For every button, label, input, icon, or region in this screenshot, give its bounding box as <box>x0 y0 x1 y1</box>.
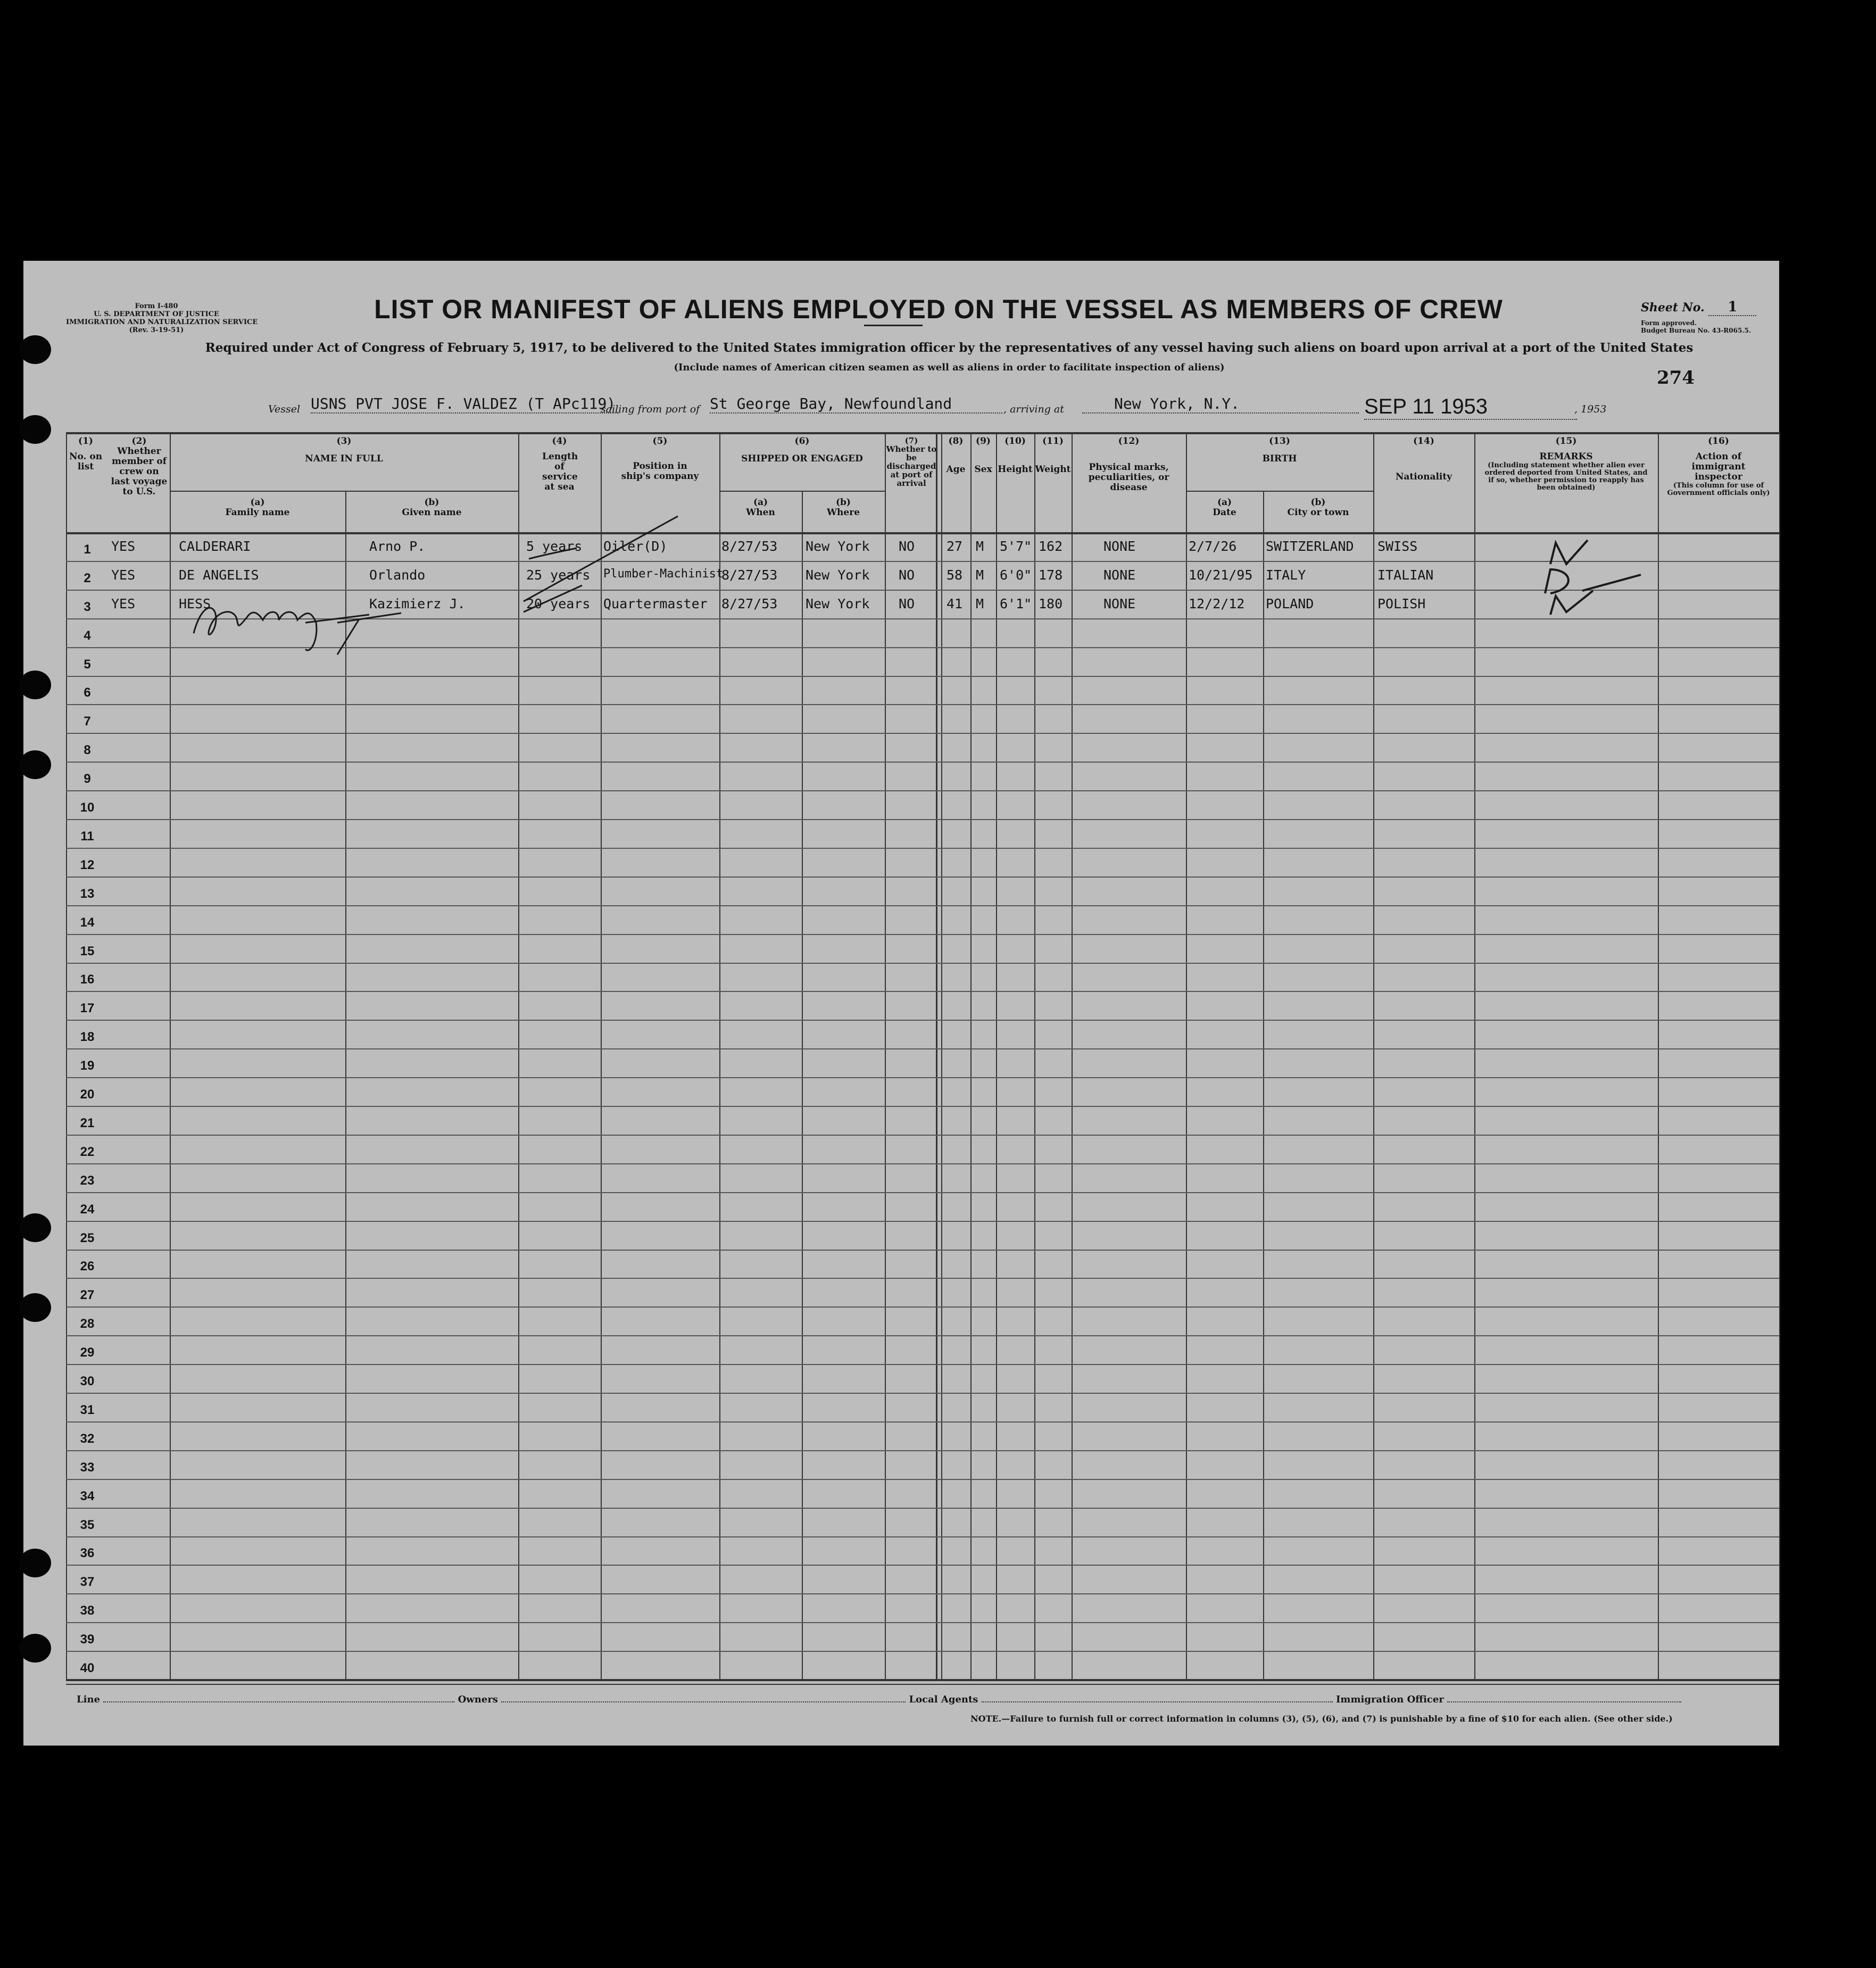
line-number: 39 <box>80 1632 95 1647</box>
col-age-header <box>941 436 970 475</box>
given-name-cell: Arno P. <box>369 539 426 554</box>
manifest-sheet <box>23 261 1779 1746</box>
service: IMMIGRATION AND NATURALIZATION SERVICE <box>66 318 258 326</box>
discharged-cell: NO <box>899 596 915 611</box>
shipped-when-cell: 8/27/53 <box>721 596 778 611</box>
row-rule <box>66 1278 1779 1279</box>
birth-place-cell: ITALY <box>1266 567 1306 583</box>
footer-note: NOTE.—Failure to furnish full or correct information in columns (3), (5), (6), and (7) is punishable by a fine of $10 for each alien. (See other side.) <box>970 1714 1673 1724</box>
col-discharged-header <box>885 436 938 487</box>
row-rule <box>66 1479 1779 1480</box>
row-rule <box>66 905 1779 906</box>
row-rule <box>66 1077 1779 1078</box>
col-nationality-num: (14) <box>1413 436 1434 446</box>
col-given-label: Given name <box>402 507 462 518</box>
family-name-cell: HESS <box>179 596 211 611</box>
line-number: 18 <box>80 1030 95 1045</box>
row-rule <box>66 1307 1779 1308</box>
line-number: 12 <box>80 857 95 872</box>
line-number: 16 <box>80 972 95 987</box>
service-cell: 5 years <box>526 539 583 554</box>
col-no-label: No. on list <box>69 451 103 472</box>
stamp-number: 274 <box>1657 367 1695 388</box>
col-prior-header <box>109 436 170 497</box>
birth-place-cell: POLAND <box>1266 596 1314 611</box>
nationality-cell: POLISH <box>1377 596 1426 611</box>
col-sex-label: Sex <box>974 464 992 475</box>
row-rule <box>66 1536 1779 1537</box>
col-height-num: (10) <box>1005 436 1026 446</box>
row-rule <box>66 1508 1779 1509</box>
birth-date-cell: 2/7/26 <box>1189 539 1237 554</box>
from-port: St George Bay, Newfoundland <box>710 395 1002 414</box>
col-service-header <box>518 436 601 492</box>
col-weight-num: (11) <box>1042 436 1064 446</box>
department: U. S. DEPARTMENT OF JUSTICE <box>94 310 219 318</box>
col-marks-label: Physical marks, peculiarities, or disease <box>1088 462 1169 493</box>
col-position-header <box>601 436 719 482</box>
service-cell: 20 years <box>526 596 591 611</box>
shipped-where-cell: New York <box>806 539 870 554</box>
row-rule <box>66 1565 1779 1566</box>
row-rule <box>66 1048 1779 1049</box>
col-birthdate-label: Date <box>1213 507 1236 518</box>
col-age-num: (8) <box>948 436 964 446</box>
birth-subheader-rule <box>1186 491 1373 492</box>
col-remarks-num: (15) <box>1555 436 1577 446</box>
sex-cell: M <box>976 596 984 611</box>
marks-cell: NONE <box>1103 596 1136 611</box>
col-marks-num: (12) <box>1118 436 1140 446</box>
row-rule <box>66 1163 1779 1164</box>
col-birth-header <box>1186 436 1373 464</box>
line-number: 5 <box>84 657 91 672</box>
footer-owners-blank <box>501 1701 906 1702</box>
col-nationality-label: Nationality <box>1395 472 1452 482</box>
sheet-value: 1 <box>1708 299 1756 316</box>
line-number: 22 <box>80 1144 95 1159</box>
line-number: 24 <box>80 1202 95 1217</box>
col-name-num: (3) <box>336 436 352 446</box>
row-rule <box>66 1250 1779 1251</box>
sex-cell: M <box>976 539 984 554</box>
height-cell: 5'7" <box>1000 539 1032 554</box>
position-cell: Quartermaster <box>603 596 708 611</box>
line-number: 23 <box>80 1173 95 1188</box>
col-prior-label: Whether member of crew on last voyage to U.S. <box>111 446 168 497</box>
col-height-header <box>996 436 1034 475</box>
form-approved: Form approved. <box>1641 319 1697 327</box>
line-number: 36 <box>80 1546 95 1561</box>
budget-bureau: Budget Bureau No. 43-R065.5. <box>1641 327 1752 334</box>
col-where-header <box>802 498 885 518</box>
include-statement: (Include names of American citizen seamen as well as aliens in order to facilitate inspection of aliens) <box>674 362 1225 373</box>
col-family-label: Family name <box>225 507 290 518</box>
col-prior-num: (2) <box>131 436 147 446</box>
prior-crew-cell: YES <box>111 596 136 611</box>
prior-crew-cell: YES <box>111 539 136 554</box>
col-service-label: Length of service at sea <box>542 451 578 492</box>
prior-crew-cell: YES <box>111 567 136 583</box>
given-name-cell: Orlando <box>369 567 426 583</box>
given-name-cell: Kazimierz J. <box>369 596 466 611</box>
col-sex-header <box>970 436 996 475</box>
discharged-cell: NO <box>899 539 915 554</box>
column-divider <box>1779 432 1780 1679</box>
row-rule <box>66 1192 1779 1193</box>
col-discharged-label: Whether to be discharged at port of arrival <box>886 444 937 488</box>
col-remarks-header <box>1474 436 1658 492</box>
line-number: 17 <box>80 1001 95 1016</box>
page-title: LIST OR MANIFEST OF ALIENS EMPLOYED ON THE VESSEL AS MEMBERS OF CREW <box>374 294 1503 324</box>
line-number: 10 <box>80 800 95 815</box>
col-birthdate-num: (a) <box>1217 497 1232 508</box>
service-cell: 25 years <box>526 567 591 583</box>
line-number: 7 <box>84 714 91 729</box>
weight-cell: 178 <box>1039 567 1063 583</box>
birth-place-cell: SWITZERLAND <box>1266 539 1354 554</box>
row-rule <box>66 1622 1779 1623</box>
vessel-name: USNS PVT JOSE F. VALDEZ (T APc119) <box>311 395 619 414</box>
line-number: 25 <box>80 1230 95 1245</box>
footer-officer-blank <box>1447 1701 1681 1702</box>
col-given-header <box>345 498 518 518</box>
family-name-cell: DE ANGELIS <box>179 567 259 583</box>
birth-date-cell: 10/21/95 <box>1189 567 1253 583</box>
line-number: 19 <box>80 1059 95 1073</box>
col-position-num: (5) <box>652 436 668 446</box>
col-birth-num: (13) <box>1269 436 1290 446</box>
shipped-where-cell: New York <box>806 567 870 583</box>
row-rule <box>66 848 1779 849</box>
col-shipped-label: SHIPPED OR ENGAGED <box>741 453 863 464</box>
column-divider <box>802 491 803 1679</box>
header-bottom-border <box>66 532 1779 534</box>
to-port: New York, N.Y. <box>1082 395 1359 414</box>
footer-line-blank <box>103 1701 454 1702</box>
col-birthplace-header <box>1263 498 1373 518</box>
footer-agents: Local Agents <box>909 1694 978 1705</box>
nationality-cell: ITALIAN <box>1377 567 1434 583</box>
line-number: 32 <box>80 1431 95 1446</box>
row-rule <box>66 1593 1779 1594</box>
col-action-label: Action of immigrant inspector <box>1691 451 1746 482</box>
row-rule <box>66 1335 1779 1336</box>
shipped-when-cell: 8/27/53 <box>721 567 778 583</box>
age-cell: 58 <box>947 567 963 583</box>
col-remarks-label: REMARKS <box>1539 451 1593 462</box>
discharged-cell: NO <box>899 567 915 583</box>
row-rule <box>66 963 1779 964</box>
col-shipped-num: (6) <box>794 436 810 446</box>
line-number: 1 <box>84 542 91 557</box>
birth-date-cell: 12/2/12 <box>1189 596 1245 611</box>
col-action-header <box>1658 436 1779 497</box>
col-no-num: (1) <box>78 436 93 446</box>
row-rule <box>66 676 1779 677</box>
form-number: Form I-480 <box>135 302 178 310</box>
col-marks-header <box>1072 436 1186 493</box>
row-rule <box>66 1135 1779 1136</box>
col-birthdate-header <box>1186 498 1263 518</box>
line-number: 28 <box>80 1317 95 1332</box>
service-strikeout <box>518 506 699 617</box>
line-number: 13 <box>80 886 95 901</box>
col-birthplace-num: (b) <box>1310 497 1326 508</box>
position-cell: Plumber-Machinist <box>603 567 724 581</box>
row-rule <box>66 790 1779 791</box>
footer-line: Line <box>77 1694 101 1705</box>
footer-agents-blank <box>982 1701 1333 1702</box>
col-when-label: When <box>746 507 775 518</box>
height-cell: 6'0" <box>1000 567 1032 583</box>
col-shipped-header <box>719 436 885 464</box>
row-rule <box>66 561 1779 562</box>
table-bottom-border <box>66 1679 1779 1681</box>
marks-cell: NONE <box>1103 567 1136 583</box>
line-number: 35 <box>80 1517 95 1532</box>
row-rule <box>66 1020 1779 1021</box>
arrival-date-stamp: SEP 11 1953 <box>1364 395 1577 420</box>
weight-cell: 162 <box>1039 539 1063 554</box>
sailing-label: sailing from port of <box>601 403 700 415</box>
sex-cell: M <box>976 567 984 583</box>
family-name-cell: CALDERARI <box>179 539 251 554</box>
line-number: 34 <box>80 1489 95 1503</box>
line-number: 8 <box>84 743 91 758</box>
row-rule <box>66 1421 1779 1423</box>
footer-officer: Immigration Officer <box>1336 1694 1444 1705</box>
line-number: 31 <box>80 1402 95 1417</box>
line-number: 20 <box>80 1087 95 1102</box>
col-given-num: (b) <box>424 497 439 508</box>
col-when-header <box>719 498 802 518</box>
row-rule <box>66 991 1779 992</box>
nationality-cell: SWISS <box>1377 539 1418 554</box>
line-number: 38 <box>80 1603 95 1618</box>
col-action-sub: (This column for use of Government officials only) <box>1667 482 1770 497</box>
col-where-label: Where <box>826 507 860 518</box>
column-divider <box>1263 491 1264 1679</box>
row-rule <box>66 934 1779 935</box>
row-rule <box>66 762 1779 763</box>
row-rule <box>66 1450 1779 1451</box>
footer-owners: Owners <box>458 1694 498 1705</box>
line-number: 6 <box>84 685 91 700</box>
col-action-num: (16) <box>1708 436 1729 446</box>
col-height-label: Height <box>998 464 1033 475</box>
crew-table <box>23 261 1779 1746</box>
col-sex-num: (9) <box>976 436 991 446</box>
col-service-num: (4) <box>552 436 567 446</box>
col-no-header <box>67 436 104 472</box>
row-rule <box>66 1651 1779 1652</box>
col-when-num: (a) <box>753 497 768 508</box>
age-cell: 27 <box>947 539 963 554</box>
line-number: 9 <box>84 772 91 787</box>
line-number: 27 <box>80 1288 95 1303</box>
row-rule <box>66 876 1779 878</box>
row-rule <box>66 1106 1779 1107</box>
line-number: 14 <box>80 915 95 930</box>
table-top-border <box>66 432 1779 434</box>
shipped-when-cell: 8/27/53 <box>721 539 778 554</box>
row-rule <box>66 819 1779 820</box>
row-rule <box>66 1221 1779 1222</box>
col-weight-label: Weight <box>1035 464 1071 475</box>
line-number: 26 <box>80 1259 95 1274</box>
table-bottom-border-2 <box>66 1684 1779 1685</box>
weight-cell: 180 <box>1039 596 1063 611</box>
col-birth-label: BIRTH <box>1262 453 1297 464</box>
line-number: 2 <box>84 570 91 585</box>
vessel-label: Vessel <box>268 403 301 415</box>
line-number: 11 <box>80 829 94 844</box>
row-rule <box>66 733 1779 734</box>
col-discharged-num: (7) <box>904 436 918 445</box>
line-number: 15 <box>80 944 95 958</box>
col-where-num: (b) <box>836 497 851 508</box>
col-family-num: (a) <box>250 497 265 508</box>
col-nationality-header <box>1373 436 1474 482</box>
name-subheader-rule <box>170 491 518 492</box>
col-family-header <box>170 498 345 518</box>
line-number: 30 <box>80 1374 95 1388</box>
sheet-label: Sheet No. <box>1641 301 1705 315</box>
row-rule <box>66 1393 1779 1394</box>
remarks-checkmarks <box>1534 538 1662 623</box>
revision: (Rev. 3-19-51) <box>129 326 184 334</box>
column-divider <box>345 491 346 1679</box>
line-number: 3 <box>84 599 91 614</box>
col-position-label: Position in ship's company <box>621 461 699 482</box>
col-weight-header <box>1034 436 1072 475</box>
col-name-label: NAME IN FULL <box>305 453 383 464</box>
line-number: 29 <box>80 1345 95 1360</box>
col-birthplace-label: City or town <box>1287 507 1349 518</box>
required-statement: Required under Act of Congress of February 5, 1917, to be delivered to the United States immigration officer by the representatives of any vessel having such aliens on board upon arrival at a port of the United States <box>205 341 1694 355</box>
row-rule <box>66 704 1779 705</box>
line-number: 33 <box>80 1460 95 1475</box>
col-age-label: Age <box>946 464 966 475</box>
shipped-where-cell: New York <box>806 596 870 611</box>
line-number: 21 <box>80 1115 95 1130</box>
footer-line-label <box>77 1694 1681 1705</box>
line-number: 4 <box>84 628 91 643</box>
age-cell: 41 <box>947 596 963 611</box>
arriving-label: , arriving at <box>1003 403 1064 415</box>
col-name-header <box>170 436 518 464</box>
col-remarks-sub: (Including statement whether alien ever ordered deported from United States, and if so, whether permission to reapply has been obtained) <box>1484 461 1648 492</box>
height-cell: 6'1" <box>1000 596 1032 611</box>
line-number: 40 <box>80 1661 95 1675</box>
position-cell: Oiler(D) <box>603 539 668 554</box>
year-suffix: , 1953 <box>1574 403 1607 415</box>
marks-cell: NONE <box>1103 539 1136 554</box>
line-number: 37 <box>80 1575 95 1590</box>
handwritten-signature <box>178 580 454 660</box>
row-rule <box>66 1364 1779 1365</box>
